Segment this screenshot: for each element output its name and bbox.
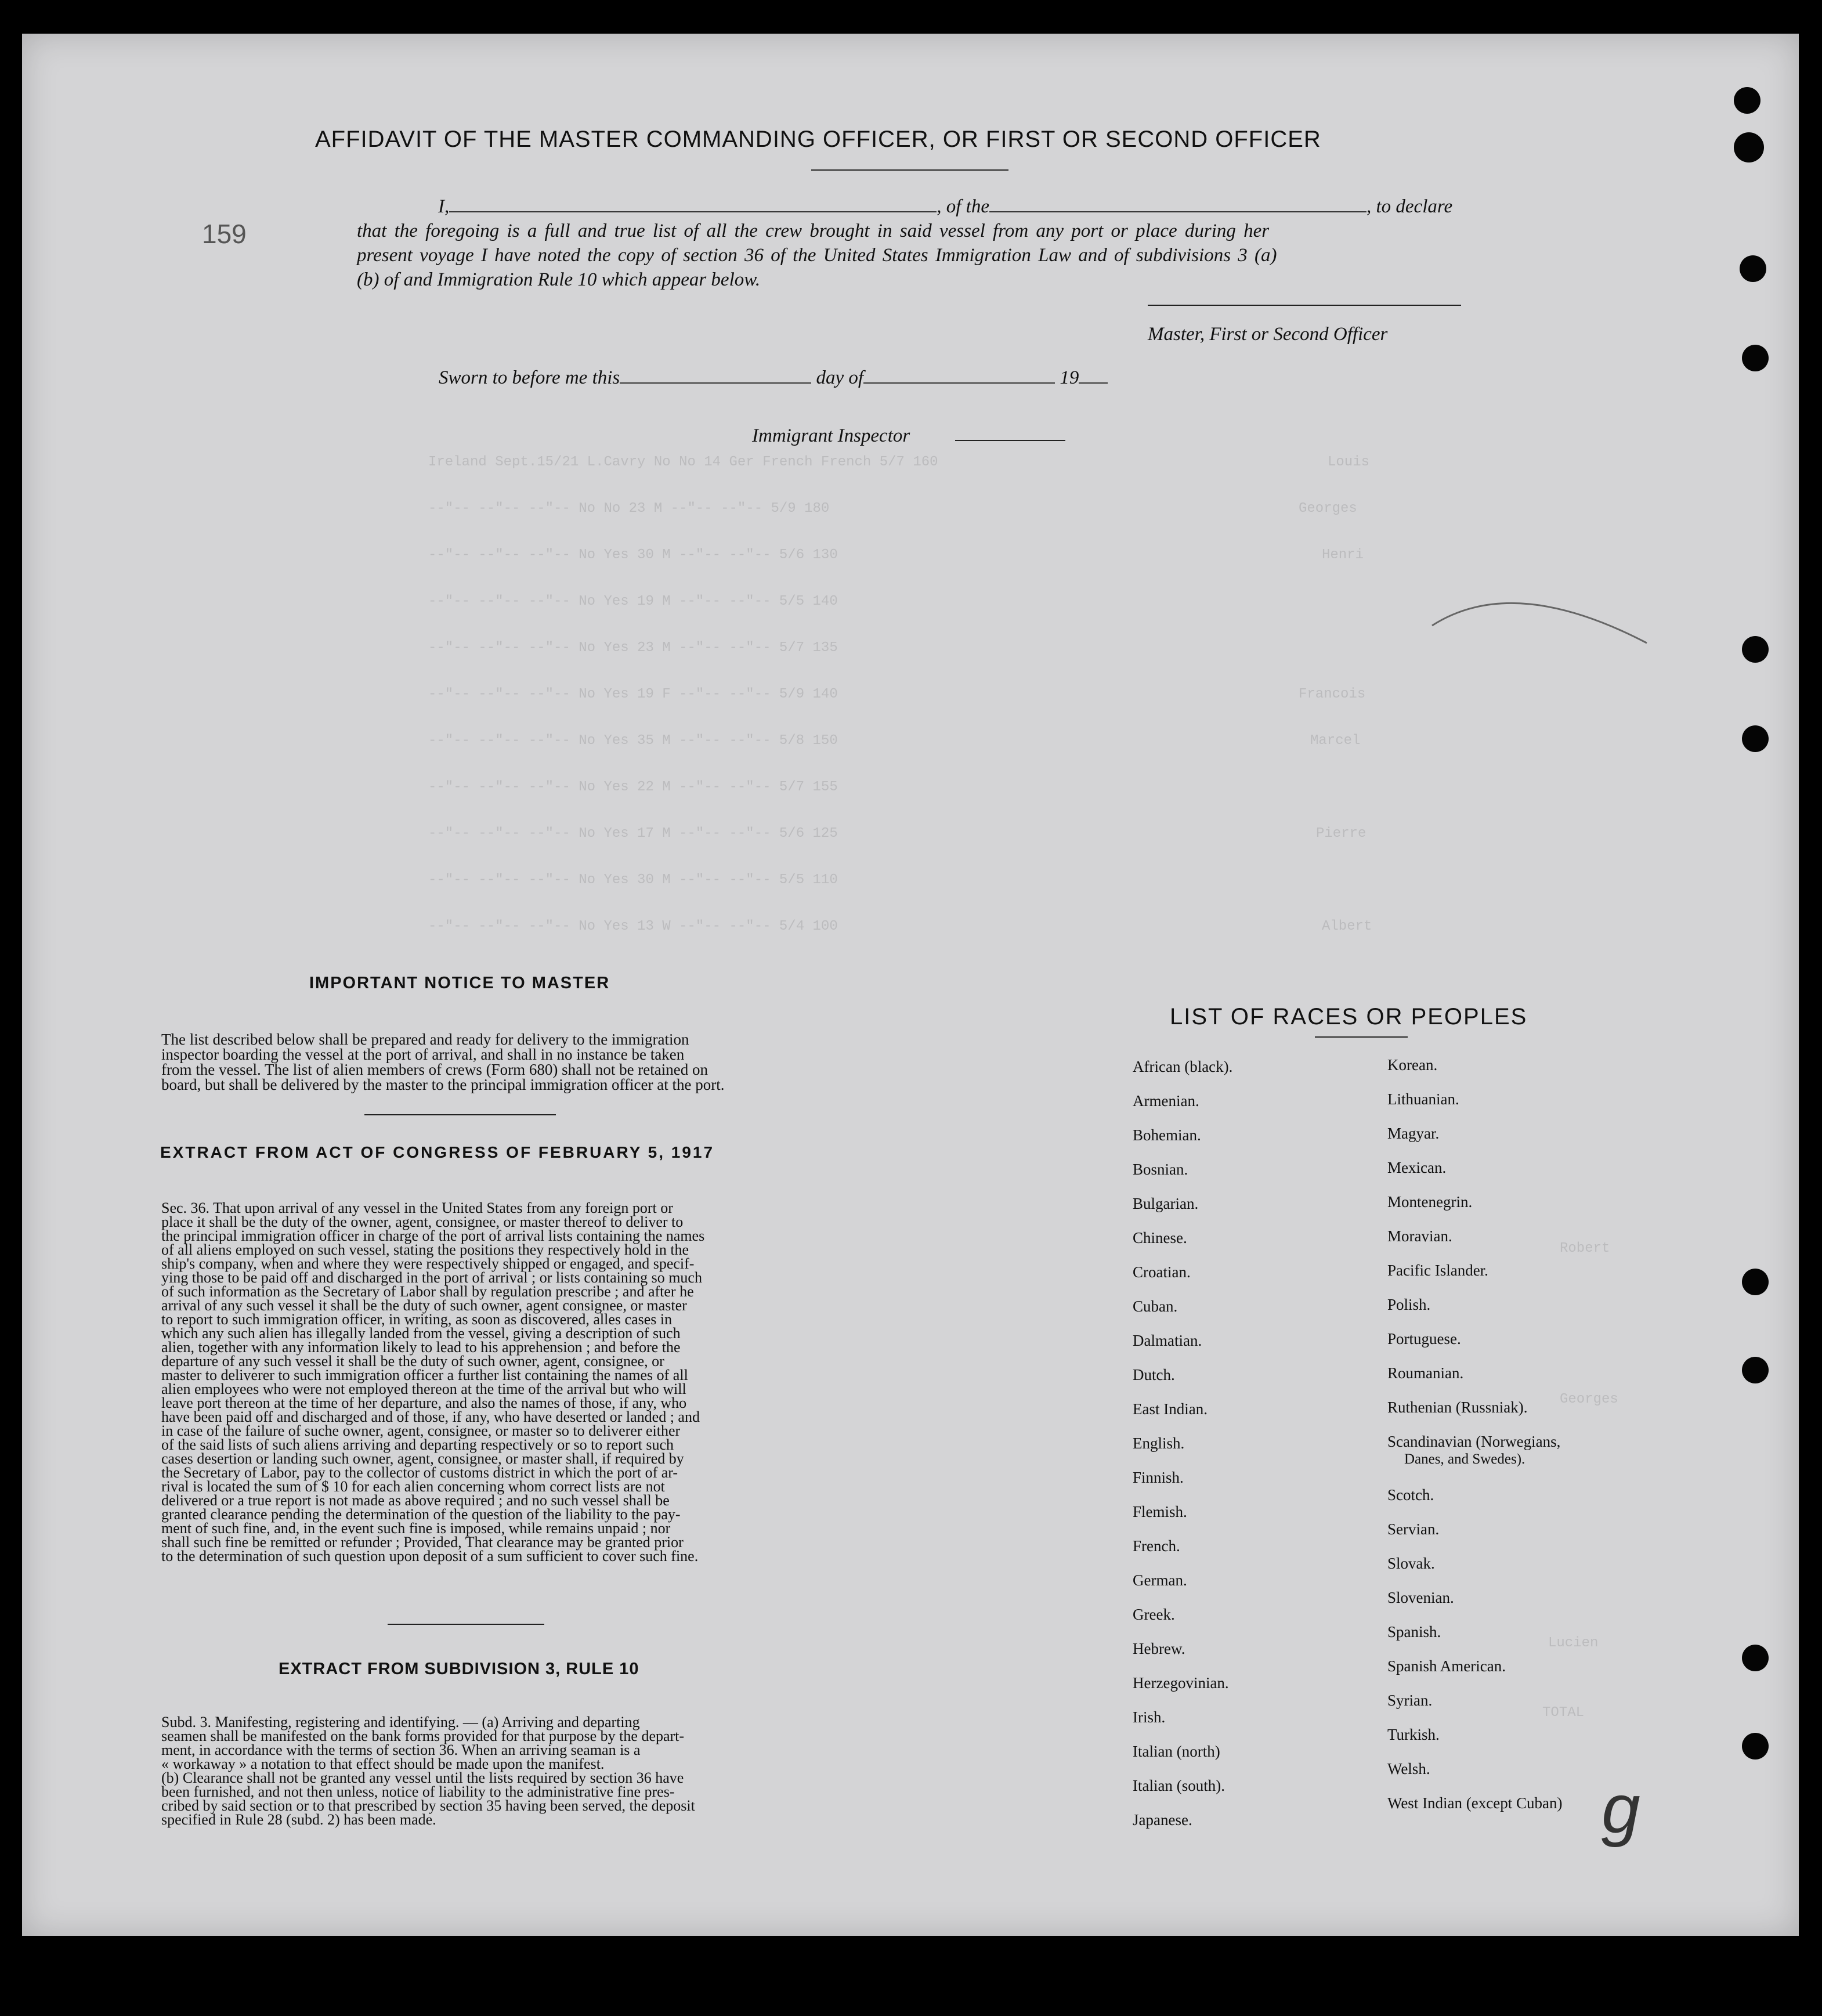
punch-hole [1742,1645,1769,1671]
race-item: Dutch. [1133,1366,1175,1383]
to-declare-label: , to declare [1366,196,1453,217]
notice-heading: IMPORTANT NOTICE TO MASTER [309,974,610,992]
rule-line: been furnished, and not then unless, notice of liability to the administrative fine pres- [161,1783,675,1800]
act-line: to report to such immigration officer, in writing, as soon as discovered, alles cases in [161,1311,673,1328]
race-item: Ruthenian (Russniak). [1387,1399,1528,1416]
race-item: Italian (north) [1133,1743,1220,1760]
of-the-label: , of the [937,196,989,217]
act-line: shall such fine be remitted or refunder ; Provided, That clearance may be granted prior [161,1534,684,1551]
race-item: English. [1133,1435,1185,1452]
race-item: African (black). [1133,1058,1233,1075]
race-item: Flemish. [1133,1503,1187,1520]
act-line: rival is located the sum of $ 10 for each alien concerning whom correct lists are not [161,1478,665,1495]
act-rule [388,1624,544,1625]
title-rule [811,169,1008,171]
act-line: master to deliverer to such immigration officer a further list containing the names of all [161,1367,688,1383]
race-item: Slovak. [1387,1555,1435,1572]
race-item: West Indian (except Cuban) [1387,1794,1563,1812]
act-heading: EXTRACT FROM ACT OF CONGRESS OF FEBRUARY 5, 1917 [160,1143,715,1161]
notice-rule [364,1114,556,1115]
sworn-label: Sworn to before me this [439,367,620,388]
act-line: the principal immigration officer in charge of the port of arrival lists containing the names [161,1227,705,1244]
punch-hole [1740,255,1766,282]
pencil-stroke [1426,556,1658,660]
race-item: Roumanian. [1387,1364,1464,1382]
race-item: Hebrew. [1133,1640,1185,1657]
act-line: which any such alien has illegally landed from the vessel, giving a description of such [161,1325,681,1342]
affidavit-title: AFFIDAVIT OF THE MASTER COMMANDING OFFICER, OR FIRST OR SECOND OFFICER [315,127,1321,152]
act-line: ying those to be paid off and discharged in the port of arrival ; or lists containing so much [161,1269,702,1286]
act-line: ship's company, when and where they were respectively shipped or engaged, and specif- [161,1255,695,1272]
race-item: French. [1133,1537,1180,1555]
race-item: Lithuanian. [1387,1090,1459,1108]
act-line: Sec. 36. That upon arrival of any vessel in the United States from any foreign port or [161,1200,673,1216]
race-item: Magyar. [1387,1125,1440,1142]
affidavit-line-1 [438,196,1452,218]
race-item: Portuguese. [1387,1330,1461,1347]
act-line: departure of any such vessel it shall be the duty of such owner, agent, consignee, or [161,1353,664,1370]
race-item: Spanish. [1387,1623,1441,1641]
race-item: Bosnian. [1133,1161,1188,1178]
act-line: leave port thereon at the time of her departure, and also the names of those, if any, who [161,1394,687,1411]
race-item: Irish. [1133,1708,1166,1726]
race-item: Japanese. [1133,1811,1192,1829]
margin-number: 159 [202,219,247,249]
punch-hole [1742,345,1769,371]
day-of-label: day of [816,367,864,388]
race-item: Dalmatian. [1133,1332,1202,1349]
race-item: Greek. [1133,1606,1175,1623]
race-item: Polish. [1387,1296,1431,1313]
sworn-line [439,367,1108,389]
rule-line: Subd. 3. Manifesting, registering and identifying. — (a) Arriving and departing [161,1714,640,1730]
act-line: cases desertion or landing such owner, agent, consignee, or master shall, if required by [161,1450,684,1467]
punch-hole [1742,1357,1769,1383]
race-item: Moravian. [1387,1227,1452,1245]
act-line: delivered or a true report is not made as above required ; and no such vessel shall be [161,1492,670,1509]
act-text [161,1201,840,1563]
act-line: alien employees who were not employed thereon at the time of the arrival but who will [161,1381,686,1397]
race-item: East Indian. [1133,1400,1208,1418]
race-item: Scotch. [1387,1486,1434,1504]
i-label: I, [438,196,450,217]
notice-line: inspector boarding the vessel at the port of arrival, and shall in no instance be taken [161,1046,685,1063]
race-item: Spanish American. [1387,1657,1506,1675]
notice-line: The list described below shall be prepared and ready for delivery to the immigration [161,1031,689,1048]
affidavit-line-2: that the foregoing is a full and true list of all the crew brought in said vessel from any port or place during her [357,221,1270,241]
notice-line: from the vessel. The list of alien members of crews (Form 680) shall not be retained on [161,1061,708,1078]
race-item: Scandinavian (Norwegians, [1387,1433,1561,1450]
inspector-label: Immigrant Inspector [752,425,910,446]
race-item: Bohemian. [1133,1126,1201,1144]
act-line: in case of the failure of suche owner, agent, consignee, or master so to deliverer either [161,1422,681,1439]
act-line: place it shall be the duty of the owner, agent, consignee, or master thereof to deliver to [161,1213,684,1230]
race-item: Bulgarian. [1133,1195,1199,1212]
punch-hole [1742,636,1769,663]
affidavit-line-4: (b) of and Immigration Rule 10 which appear below. [357,269,761,290]
rule-line: (b) Clearance shall not be granted any vessel until the lists required by section 36 have [161,1769,684,1786]
race-item: Slovenian. [1387,1589,1454,1606]
race-item: Montenegrin. [1387,1193,1473,1211]
act-line: alien, together with any information likely to lead to his apprehension ; and before the [161,1339,681,1356]
race-item: Italian (south). [1133,1777,1225,1794]
race-item: Finnish. [1133,1469,1184,1486]
race-item: German. [1133,1571,1187,1589]
notice-line: board, but shall be delivered by the master to the principal immigration officer at the port. [161,1076,725,1093]
act-line: ment of such fine, and, in the event such fine is imposed, while remains unpaid ; nor [161,1520,671,1537]
act-line: of the said lists of such aliens arriving and departing respectively or so to report such [161,1436,674,1453]
race-item: Mexican. [1387,1159,1447,1176]
rule-line: « workaway » a notation to that effect should be made upon the manifest. [161,1755,605,1772]
rule-line: ment, in accordance with the terms of section 36. When an arriving seaman is a [161,1742,641,1758]
signer-label: Master, First or Second Officer [1148,324,1388,345]
race-item: Welsh. [1387,1760,1430,1777]
race-item: Croatian. [1133,1263,1191,1281]
rule-heading: EXTRACT FROM SUBDIVISION 3, RULE 10 [279,1660,639,1678]
punch-hole [1742,725,1769,752]
punch-hole [1742,1269,1769,1295]
races-rule [1315,1036,1408,1038]
rule-text [161,1715,840,1827]
race-item: Herzegovinian. [1133,1674,1229,1692]
race-item: Servian. [1387,1520,1440,1538]
signature-line [1148,305,1461,306]
act-line: granted clearance pending the determination of the question of the liability to the pay- [161,1506,681,1523]
race-item: Chinese. [1133,1229,1187,1247]
act-line: arrival of any such vessel it shall be the duty of such owner, agent consignee, or master [161,1297,687,1314]
race-item: Syrian. [1387,1692,1433,1709]
races-heading: LIST OF RACES OR PEOPLES [1170,1004,1528,1029]
year-label: 19 [1060,367,1079,388]
act-line: of such information as the Secretary of Labor shall by regulation prescribe ; and after he [161,1283,694,1300]
punch-hole [1734,87,1760,114]
rule-line: specified in Rule 28 (subd. 2) has been made. [161,1811,436,1828]
corner-handwriting: g [1602,1770,1640,1848]
race-item: Cuban. [1133,1298,1178,1315]
race-item: Pacific Islander. [1387,1262,1488,1279]
punch-hole [1734,132,1764,162]
notice-text [161,1032,840,1092]
document-page: Ireland Sept.15/21 L.Cavry No No 14 Ger French French 5/7 160 --"-- --"-- --"-- No No 23 M --"-- --"-- 5/9 180 --"-- --"-- --"-- No Yes 30 M --"-- --"-- 5/6 130 --"-- --"-- --"-- No Yes 19 M --"-- --"-- 5/5 140 --"-- --"-- --"-- No Yes 23 M --"-- --"-- 5/7 135 --"-- --"-- --"-- No Yes 19 F --"-- --"-- 5/9 140 --"-- --"-- --"-- No Yes 35 M --"-- --"-- 5/8 150 --"-- --"-- --"-- No Yes 22 M --"-- --"-- 5/7 155 --"-- --"-- --"-- No Yes 17 M --"-- --"-- 5/6 125 --"-- --"-- --"-- No Yes 30 M --"-- --"-- 5/5 110 --"-- --"-- --"-- No Yes 13 W --"-- --"-- 5/4 100 Louis Georges Henri Francois Marcel Pierre Albert Robert Georges Lucien TOTAL 159 AFFIDAVIT OF THE MASTER COMMANDING OFFICER, OR FIRST OR SECOND OFFICER I, , of the , to declare that the foregoing is a full and true list of all the crew brought in said vessel from any port or place during her present voyage I have noted the copy of section 36 of the United States Immigration Law and of subdivisions 3 (a) (b) of and Immigration Rule 10 which appear below. Master, First or Second Officer Sworn to before me this day of 19 Immigrant Inspector IMPORTANT NOTICE TO MASTER The list described below shall be prepared and ready for delivery to the immigration inspector boarding the vessel at the port of arrival, and shall in no instance be taken from the vessel. The list of alien members of crews (Form 680) shall not be retained on board, but shall be delivered by the master to the principal immigration officer at the port. EXTRACT FROM ACT OF CONGRESS OF FEBRUARY 5, 1917 Sec. 36. That upon arrival of any vessel in the United States from any foreign port or place it shall be the duty of the owner, agent, consignee, or master thereof to deliver to the principal immigration officer in charge of the port of arrival lists containing the names of all aliens employed on such vessel, stating the positions they respectively hold in the ship's company, when and where they were respectively shipped or engaged, and specif- ying those to be paid off and discharged in the port of arrival ; or lists containing so much of such information as the Secretary of Labor shall by regulation prescribe ; and after he arrival of any such vessel it shall be the duty of such owner, agent consignee, or master to report to such immigration officer, in writing, as soon as discovered, alles cases in which any such alien has illegally landed from the vessel, giving a description of such alien, together with any information likely to lead to his apprehension ; and before the departure of any such vessel it shall be the duty of such owner, agent, consignee, or master to deliverer to such immigration officer a further list containing the names of all alien employees who were not employed thereon at the time of the arrival but who will leave port thereon at the time of her departure, and also the names of those, if any, who have been paid off and discharged and of those, if any, who have deserted or landed ; and in case of the failure of suche owner, agent, consignee, or master so to deliverer either of the said lists of such aliens arriving and departing respectively or so to report such cases desertion or landing such owner, agent, consignee, or master shall, if required by the Secretary of Labor, pay to the collector of customs district in which the port of ar- rival is located the sum of $ 10 for each alien concerning whom correct lists are not delivered or a true report is not made as above required ; and no such vessel shall be granted clearance pending the determination of the question of the liability to the pay- ment of such fine, and, in the event such fine is imposed, while remains unpaid ; nor shall such fine be remitted or refunder ; Provided, That clearance may be granted prior to the determination of such question upon deposit of a sum sufficient to cover such fine. EXTRACT FROM SUBDIVISION 3, RULE 10 Subd. 3. Manifesting, registering and identifying. — (a) Arriving and departing seamen shall be manifested on the bank forms provided for that purpose by the depart- ment, in accordance with the terms of section 36. When an arriving seaman is a « workaway » a notation to that effect should be made upon the manifest. (b) Clearance shall not be granted any vessel until the lists required by section 36 have been furnished, and not then unless, notice of liability to the administrative fine pres- cribed by said section or to that prescribed by section 35 having been served, the deposit specified in Rule 28 (subd. 2) has been made. LIST OF RACES OR PEOPLES African (black). Armenian. Bohemian. Bosnian. Bulgarian. Chinese. Croatian. Cuban. Dalmatian. Dutch. East Indian. English. Finnish. Flemish. French. German. Greek. Hebrew. Herzegovinian. Irish. Italian (north) Italian (south). Japanese. Korean. Lithuanian. Magyar. Mexican. Montenegrin. Moravian. Pacific Islander. Polish. Portuguese. Roumanian. Ruthenian (Russniak). Scandinavian (Norwegians, Danes, and Swedes). Scotch. Servian. Slovak. Slovenian. Spanish. Spanish American. Syrian. Turkish. Welsh. West Indian (except Cuban) g [22,34,1799,1936]
rule-line: seamen shall be manifested on the bank forms provided for that purpose by the depart- [161,1728,685,1744]
race-item: Armenian. [1133,1092,1199,1110]
inspector-line [955,440,1065,441]
punch-hole [1742,1733,1769,1760]
act-line: of all aliens employed on such vessel, stating the positions they respectively hold in the [161,1241,689,1258]
act-line: the Secretary of Labor, pay to the collector of customs district in which the port of ar- [161,1464,678,1481]
affidavit-line-3: present voyage I have noted the copy of section 36 of the United States Immigration Law and of subdivisions 3 (a) [357,245,1277,266]
race-item: Korean. [1387,1056,1438,1074]
race-item: Turkish. [1387,1726,1440,1743]
race-item: Danes, and Swedes). [1404,1451,1525,1467]
rule-line: cribed by said section or to that prescribed by section 35 having been served, the deposit [161,1797,695,1814]
act-line: have been paid off and discharged and of those, if any, who have deserted or landed ; and [161,1408,700,1425]
act-line: to the determination of such question upon deposit of a sum sufficient to cover such fine. [161,1548,699,1565]
